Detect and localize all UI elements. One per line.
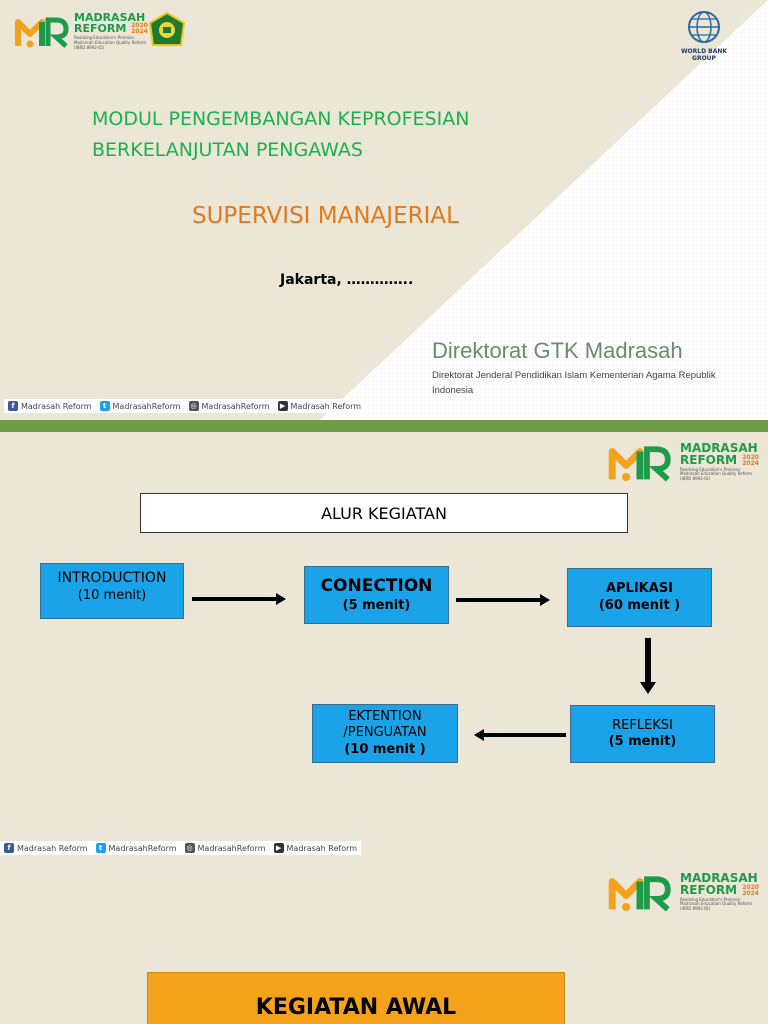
box-introduction [40, 563, 184, 619]
logo2-tagline-2: Madrasah Education Quality Reform [680, 471, 753, 477]
logo2-title-2: REFORM [680, 453, 738, 468]
kemenag-emblem-icon [147, 11, 187, 51]
globe-icon [687, 10, 721, 44]
module-title-line1: MODUL PENGEMBANGAN KEPROFESIAN [92, 108, 470, 130]
ektention-time: (10 menit ) [344, 741, 426, 757]
logo-title-2: REFORM [74, 22, 127, 35]
box-conection [304, 566, 449, 624]
twitter-label: MadrasahReform [112, 401, 181, 411]
kegiatan-awal-banner: KEGIATAN AWAL [147, 972, 565, 1024]
facebook-icon: f [4, 843, 14, 853]
arrow-2-head [540, 594, 550, 606]
instagram-label: MadrasahReform [197, 843, 266, 853]
logo3-title-2: REFORM [680, 883, 738, 898]
logo2-tagline-3: (IBRD 8992-ID) [680, 476, 711, 482]
logo-year-bottom: 2024 [131, 28, 148, 35]
social-bar-2 [0, 841, 361, 855]
mr-logo-icon [604, 440, 676, 484]
instagram-label: MadrasahReform [201, 401, 270, 411]
mr-logo-icon [14, 12, 70, 50]
logo-title-1: MADRASAH [74, 11, 146, 24]
twitter-icon: t [96, 843, 106, 853]
alur-header: ALUR KEGIATAN [140, 493, 628, 533]
world-bank-logo [672, 10, 736, 62]
logo-tagline-3: (IBRD 8992-ID) [74, 44, 105, 50]
intro-label: INTRODUCTION [57, 570, 167, 586]
youtube-icon: ▶ [274, 843, 284, 853]
logo-tagline-2: Madrasah Education Quality Reform [74, 39, 147, 45]
madrasah-reform-logo [14, 12, 148, 50]
madrasah-reform-logo-3 [604, 870, 759, 914]
arrow-3-head [640, 682, 656, 694]
facebook-label: Madrasah Reform [17, 843, 88, 853]
slide-title [0, 0, 768, 420]
logo-tagline-1: Realizing Education's Promise: [74, 35, 135, 40]
world-bank-label: WORLD BANK GROUP [680, 48, 728, 62]
youtube-icon: ▶ [278, 401, 288, 411]
org-subtitle-line1: Direktorat Jenderal Pendidikan Islam Kementerian Agama Republik [432, 370, 716, 381]
logo3-tagline-3: (IBRD 8992-ID) [680, 906, 711, 912]
box-refleksi [570, 705, 715, 763]
slide-kegiatan-awal [0, 862, 768, 1024]
youtube-label: Madrasah Reform [286, 843, 358, 853]
logo2-year-bottom: 2024 [742, 459, 759, 467]
refleksi-label: REFLEKSI [612, 717, 673, 733]
twitter-label: MadrasahReform [108, 843, 177, 853]
youtube-label: Madrasah Reform [290, 401, 362, 411]
refleksi-time: (5 menit) [608, 734, 677, 749]
arrow-1-head [276, 593, 286, 605]
ektention-label-1: EKTENTION [348, 709, 422, 725]
social-bar [4, 399, 365, 413]
ektention-label-2: /PENGUATAN [343, 725, 427, 741]
conection-label: CONECTION [320, 576, 433, 597]
twitter-icon: t [100, 401, 110, 411]
instagram-icon: ◎ [190, 402, 197, 410]
mr-logo-icon [604, 870, 676, 914]
subtitle: SUPERVISI MANAJERIAL [192, 203, 459, 229]
module-title-line2: BERKELANJUTAN PENGAWAS [92, 139, 363, 161]
facebook-icon: f [8, 401, 18, 411]
slide-divider [0, 420, 768, 432]
aplikasi-time: (60 menit ) [598, 597, 681, 613]
logo3-year-bottom: 2024 [742, 889, 759, 897]
logo3-year-top: 2020 [742, 883, 759, 891]
module-title [92, 104, 469, 166]
instagram-icon: ◎ [186, 844, 193, 852]
arrow-4 [482, 733, 566, 737]
arrow-1 [192, 597, 278, 601]
logo3-tagline-1: Realizing Education's Promise: [680, 896, 741, 902]
box-ektention [312, 704, 458, 763]
logo2-title-1: MADRASAH [680, 441, 758, 456]
intro-time: (10 menit) [77, 587, 147, 603]
madrasah-reform-logo-2 [604, 440, 759, 484]
facebook-label: Madrasah Reform [21, 401, 92, 411]
logo2-tagline-1: Realizing Education's Promise: [680, 466, 741, 472]
logo2-year-top: 2020 [742, 453, 759, 461]
logo3-tagline-2: Madrasah Education Quality Reform [680, 901, 753, 907]
arrow-2 [456, 598, 542, 602]
logo3-title-1: MADRASAH [680, 871, 758, 886]
slide-alur-kegiatan [0, 432, 768, 862]
aplikasi-label: APLIKASI [605, 581, 674, 597]
org-name: Direktorat GTK Madrasah [432, 338, 683, 363]
logo-year-top: 2020 [131, 22, 148, 29]
arrow-3 [645, 638, 651, 684]
location-date: Jakarta, ………….. [280, 272, 414, 288]
box-aplikasi [567, 568, 712, 627]
conection-time: (5 menit) [342, 597, 411, 613]
org-subtitle [432, 368, 716, 398]
org-subtitle-line2: Indonesia [432, 385, 474, 396]
